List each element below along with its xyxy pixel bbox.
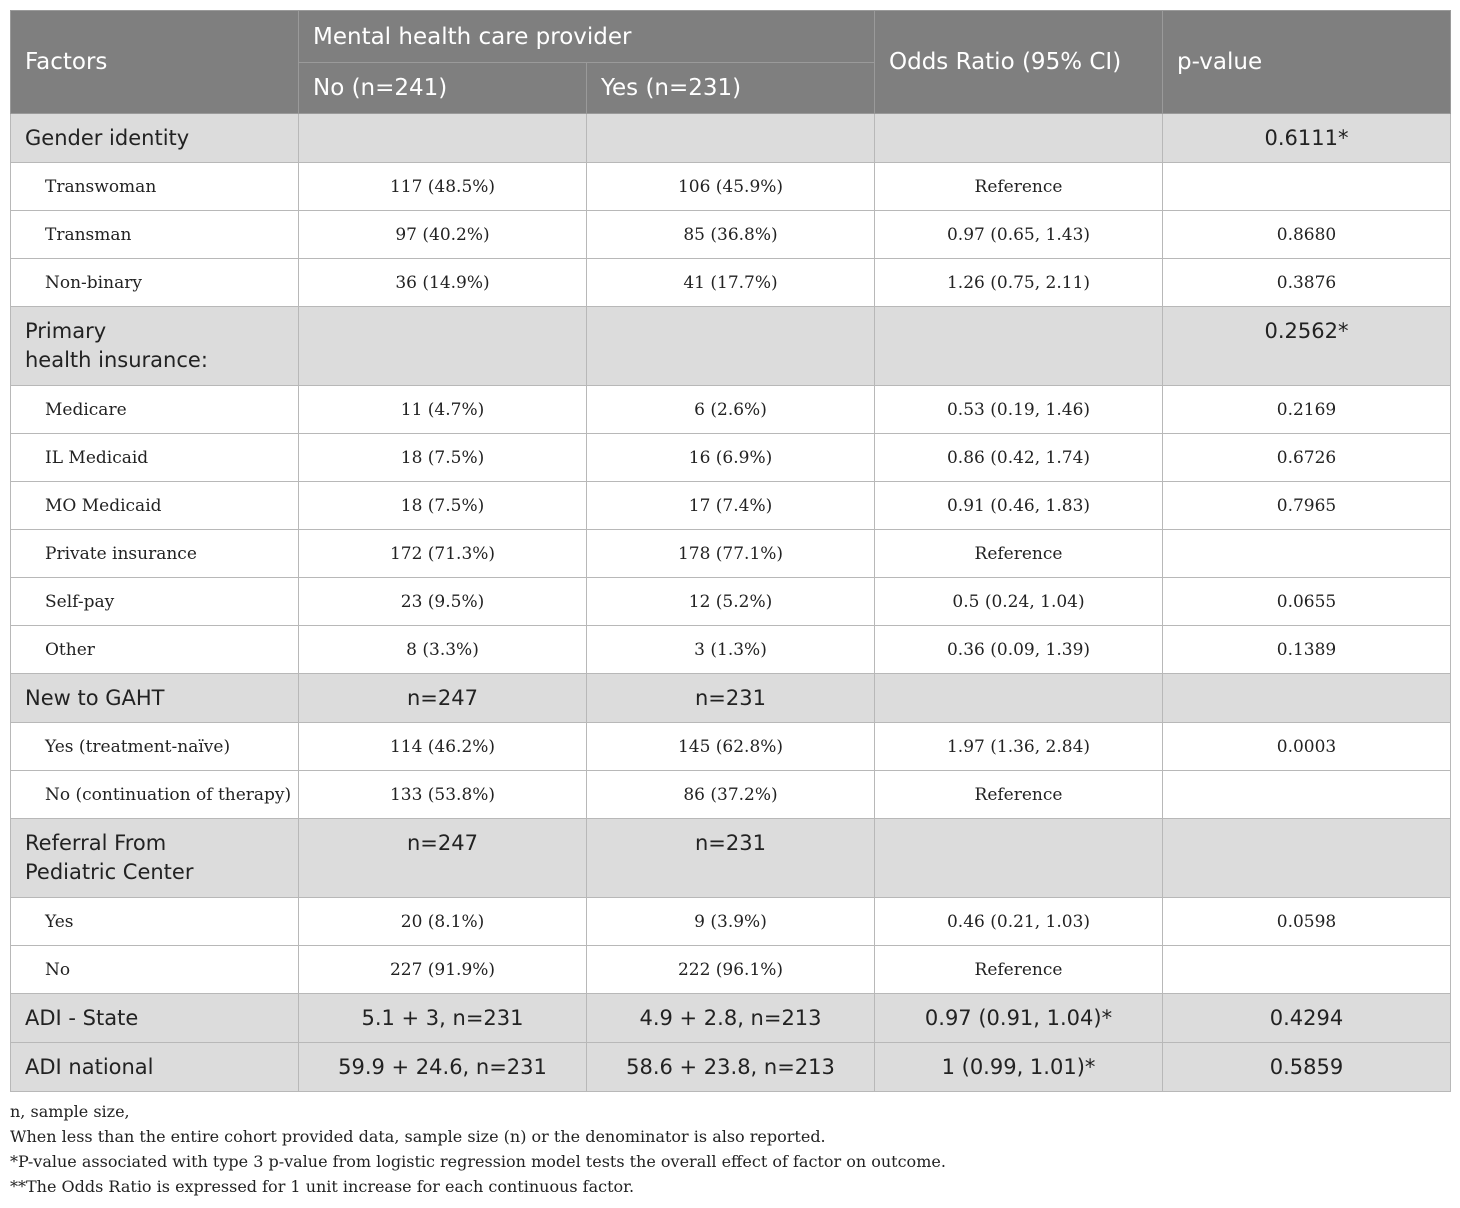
cell-empty xyxy=(1163,674,1451,723)
cell-yes: 106 (45.9%) xyxy=(587,163,875,211)
section-label: Gender identity xyxy=(11,114,299,163)
row-label: Yes xyxy=(11,898,299,946)
cell-p: 0.5859 xyxy=(1163,1043,1451,1092)
cell-yes: 16 (6.9%) xyxy=(587,434,875,482)
table-row xyxy=(11,211,1451,259)
cell-p xyxy=(1163,946,1451,994)
cell-or: Reference xyxy=(875,530,1163,578)
section-n-no: n=247 xyxy=(299,674,587,723)
table-row xyxy=(11,578,1451,626)
cell-empty xyxy=(299,114,587,163)
table-header xyxy=(11,11,1451,114)
header-yes: Yes (n=231) xyxy=(587,63,875,114)
header-odds-ratio: Odds Ratio (95% CI) xyxy=(875,11,1163,114)
row-label: Transman xyxy=(11,211,299,259)
cell-or: 0.46 (0.21, 1.03) xyxy=(875,898,1163,946)
cell-or: 0.36 (0.09, 1.39) xyxy=(875,626,1163,674)
cell-or: 0.91 (0.46, 1.83) xyxy=(875,482,1163,530)
row-label: Medicare xyxy=(11,386,299,434)
cell-no: 117 (48.5%) xyxy=(299,163,587,211)
cell-p: 0.1389 xyxy=(1163,626,1451,674)
header-no: No (n=241) xyxy=(299,63,587,114)
table-row xyxy=(11,163,1451,211)
cell-empty xyxy=(875,674,1163,723)
cell-no: 172 (71.3%) xyxy=(299,530,587,578)
cell-or: 0.97 (0.91, 1.04)* xyxy=(875,994,1163,1043)
cell-p xyxy=(1163,530,1451,578)
section-p-value: 0.2562* xyxy=(1163,307,1451,386)
section-n-yes: n=231 xyxy=(587,819,875,898)
section-p-value: 0.6111* xyxy=(1163,114,1451,163)
section-label: New to GAHT xyxy=(11,674,299,723)
cell-no: 5.1 + 3, n=231 xyxy=(299,994,587,1043)
cell-empty xyxy=(299,307,587,386)
section-row-insurance xyxy=(11,307,1451,386)
table-row xyxy=(11,259,1451,307)
row-label: Private insurance xyxy=(11,530,299,578)
table-footnotes xyxy=(10,1099,1450,1199)
cell-or: 0.86 (0.42, 1.74) xyxy=(875,434,1163,482)
row-label: IL Medicaid xyxy=(11,434,299,482)
row-label: Transwoman xyxy=(11,163,299,211)
cell-p: 0.0655 xyxy=(1163,578,1451,626)
cell-no: 8 (3.3%) xyxy=(299,626,587,674)
row-label: Self-pay xyxy=(11,578,299,626)
footnote: When less than the entire cohort provided data, sample size (n) or the denominator is also reported. xyxy=(10,1127,826,1146)
cell-p: 0.0598 xyxy=(1163,898,1451,946)
section-row-referral xyxy=(11,819,1451,898)
row-label: No (continuation of therapy) xyxy=(11,771,299,819)
cell-empty xyxy=(875,819,1163,898)
cell-p: 0.8680 xyxy=(1163,211,1451,259)
cell-empty xyxy=(875,114,1163,163)
cell-yes: 6 (2.6%) xyxy=(587,386,875,434)
row-label: ADI national xyxy=(11,1043,299,1092)
cell-p xyxy=(1163,163,1451,211)
table-row xyxy=(11,386,1451,434)
cell-or: 1.97 (1.36, 2.84) xyxy=(875,723,1163,771)
cell-or: 0.5 (0.24, 1.04) xyxy=(875,578,1163,626)
cell-p: 0.3876 xyxy=(1163,259,1451,307)
table-row xyxy=(11,626,1451,674)
cell-no: 36 (14.9%) xyxy=(299,259,587,307)
header-factors: Factors xyxy=(11,11,299,114)
footnote: n, sample size, xyxy=(10,1102,130,1121)
adi-national-row xyxy=(11,1043,1451,1092)
row-label: Other xyxy=(11,626,299,674)
cell-yes: 9 (3.9%) xyxy=(587,898,875,946)
cell-no: 18 (7.5%) xyxy=(299,434,587,482)
cell-no: 18 (7.5%) xyxy=(299,482,587,530)
cell-yes: 12 (5.2%) xyxy=(587,578,875,626)
table-row xyxy=(11,482,1451,530)
cell-no: 227 (91.9%) xyxy=(299,946,587,994)
cell-empty xyxy=(587,307,875,386)
cell-or: Reference xyxy=(875,163,1163,211)
cell-no: 114 (46.2%) xyxy=(299,723,587,771)
adi-state-row xyxy=(11,994,1451,1043)
section-n-no: n=247 xyxy=(299,819,587,898)
cell-empty xyxy=(1163,819,1451,898)
table-row xyxy=(11,946,1451,994)
cell-p: 0.0003 xyxy=(1163,723,1451,771)
cell-yes: 86 (37.2%) xyxy=(587,771,875,819)
section-label xyxy=(11,307,299,386)
cell-no: 11 (4.7%) xyxy=(299,386,587,434)
cell-p: 0.4294 xyxy=(1163,994,1451,1043)
row-label: Yes (treatment-naïve) xyxy=(11,723,299,771)
section-label xyxy=(11,819,299,898)
table-row xyxy=(11,434,1451,482)
data-table-container xyxy=(10,10,1450,1092)
cell-p: 0.6726 xyxy=(1163,434,1451,482)
cell-no: 133 (53.8%) xyxy=(299,771,587,819)
cell-yes: 85 (36.8%) xyxy=(587,211,875,259)
cell-or: Reference xyxy=(875,771,1163,819)
section-label-line1: Primary xyxy=(25,319,107,343)
row-label: No xyxy=(11,946,299,994)
cell-yes: 178 (77.1%) xyxy=(587,530,875,578)
cell-yes: 4.9 + 2.8, n=213 xyxy=(587,994,875,1043)
cell-yes: 41 (17.7%) xyxy=(587,259,875,307)
table-row xyxy=(11,530,1451,578)
header-provider: Mental health care provider xyxy=(299,11,875,63)
cell-or: 0.97 (0.65, 1.43) xyxy=(875,211,1163,259)
cell-yes: 17 (7.4%) xyxy=(587,482,875,530)
section-n-yes: n=231 xyxy=(587,674,875,723)
cell-or: 1.26 (0.75, 2.11) xyxy=(875,259,1163,307)
row-label: MO Medicaid xyxy=(11,482,299,530)
section-row-gender xyxy=(11,114,1451,163)
section-label-line1: Referral From xyxy=(25,831,167,855)
cell-yes: 3 (1.3%) xyxy=(587,626,875,674)
cell-yes: 222 (96.1%) xyxy=(587,946,875,994)
footnote: *P-value associated with type 3 p-value from logistic regression model tests the overall effect of factor on outcome. xyxy=(10,1152,946,1171)
section-row-gaht xyxy=(11,674,1451,723)
cell-p: 0.7965 xyxy=(1163,482,1451,530)
header-p-value: p-value xyxy=(1163,11,1451,114)
section-label-line2: health insurance: xyxy=(25,348,208,372)
row-label: Non-binary xyxy=(11,259,299,307)
cell-yes: 58.6 + 23.8, n=213 xyxy=(587,1043,875,1092)
cell-empty xyxy=(875,307,1163,386)
row-label: ADI - State xyxy=(11,994,299,1043)
cell-p xyxy=(1163,771,1451,819)
cell-or: 0.53 (0.19, 1.46) xyxy=(875,386,1163,434)
cell-or: 1 (0.99, 1.01)* xyxy=(875,1043,1163,1092)
section-label-line2: Pediatric Center xyxy=(25,860,194,884)
cell-no: 20 (8.1%) xyxy=(299,898,587,946)
data-table xyxy=(10,10,1451,1092)
cell-no: 59.9 + 24.6, n=231 xyxy=(299,1043,587,1092)
cell-empty xyxy=(587,114,875,163)
table-row xyxy=(11,898,1451,946)
table-row xyxy=(11,723,1451,771)
cell-no: 23 (9.5%) xyxy=(299,578,587,626)
table-row xyxy=(11,771,1451,819)
cell-or: Reference xyxy=(875,946,1163,994)
footnote: **The Odds Ratio is expressed for 1 unit increase for each continuous factor. xyxy=(10,1177,635,1196)
cell-no: 97 (40.2%) xyxy=(299,211,587,259)
cell-p: 0.2169 xyxy=(1163,386,1451,434)
cell-yes: 145 (62.8%) xyxy=(587,723,875,771)
